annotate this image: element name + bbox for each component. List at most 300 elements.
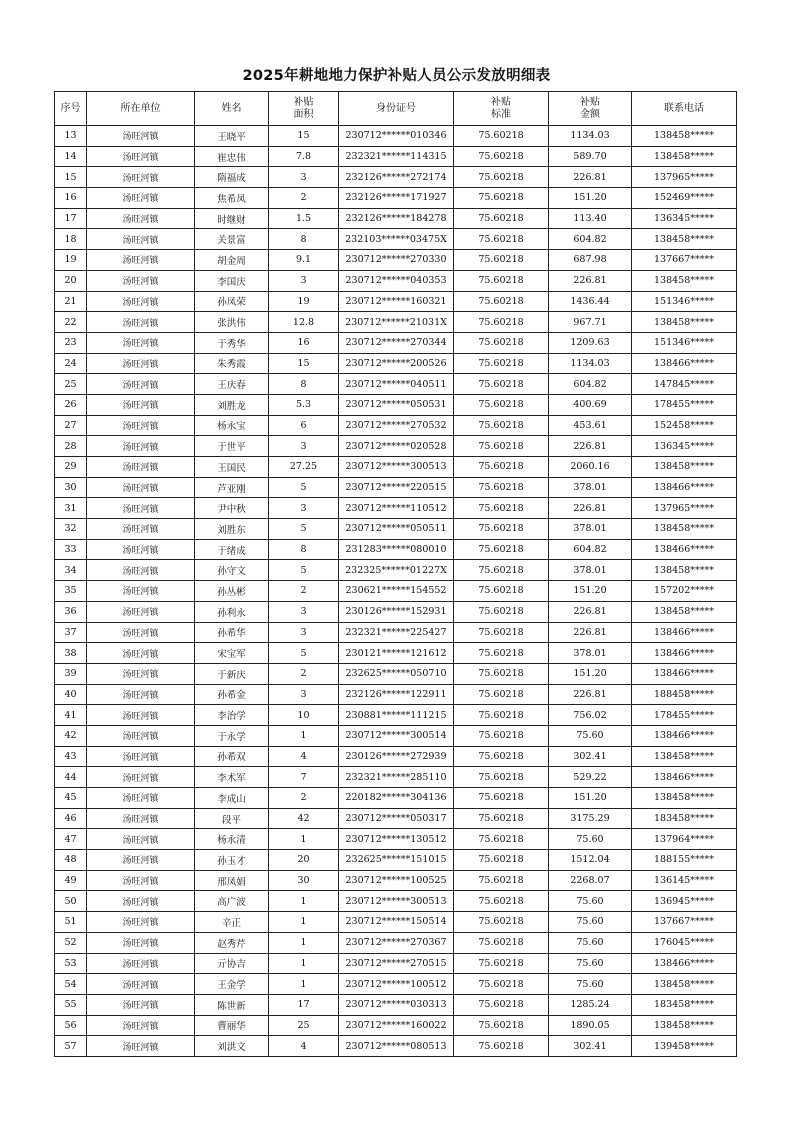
cell-unit: 汤旺河镇 <box>87 208 195 229</box>
cell-name: 刘胜东 <box>195 519 269 540</box>
cell-seq: 48 <box>55 850 87 871</box>
cell-area: 17 <box>269 994 339 1015</box>
table-row <box>55 415 737 436</box>
cell-standard: 75.60218 <box>454 250 549 271</box>
cell-amount: 151.20 <box>549 663 632 684</box>
cell-id: 232321******225427 <box>339 622 454 643</box>
cell-name: 李成山 <box>195 788 269 809</box>
cell-area: 15 <box>269 126 339 147</box>
cell-name: 杨永清 <box>195 829 269 850</box>
cell-standard: 75.60218 <box>454 725 549 746</box>
cell-amount: 378.01 <box>549 477 632 498</box>
cell-phone: 139458***** <box>632 1036 737 1057</box>
table-row <box>55 1036 737 1057</box>
cell-unit: 汤旺河镇 <box>87 374 195 395</box>
header-amount-line1: 补贴 <box>580 96 600 108</box>
cell-area: 1 <box>269 829 339 850</box>
cell-id: 232126******122911 <box>339 684 454 705</box>
cell-standard: 75.60218 <box>454 643 549 664</box>
cell-standard: 75.60218 <box>454 332 549 353</box>
cell-id: 230881******111215 <box>339 705 454 726</box>
cell-unit: 汤旺河镇 <box>87 539 195 560</box>
header-seq: 序号 <box>55 92 87 126</box>
cell-name: 亓协吉 <box>195 953 269 974</box>
cell-seq: 24 <box>55 353 87 374</box>
cell-seq: 47 <box>55 829 87 850</box>
cell-area: 2 <box>269 188 339 209</box>
cell-id: 230712******100512 <box>339 974 454 995</box>
cell-name: 王国民 <box>195 457 269 478</box>
cell-unit: 汤旺河镇 <box>87 974 195 995</box>
cell-phone: 138466***** <box>632 725 737 746</box>
cell-phone: 152458***** <box>632 415 737 436</box>
table-row <box>55 974 737 995</box>
cell-seq: 36 <box>55 601 87 622</box>
table-row <box>55 1015 737 1036</box>
cell-standard: 75.60218 <box>454 622 549 643</box>
cell-area: 8 <box>269 539 339 560</box>
cell-area: 1 <box>269 912 339 933</box>
cell-unit: 汤旺河镇 <box>87 684 195 705</box>
cell-phone: 136945***** <box>632 891 737 912</box>
cell-phone: 138458***** <box>632 560 737 581</box>
table-row <box>55 725 737 746</box>
cell-unit: 汤旺河镇 <box>87 601 195 622</box>
table-row <box>55 457 737 478</box>
cell-standard: 75.60218 <box>454 539 549 560</box>
cell-standard: 75.60218 <box>454 415 549 436</box>
cell-standard: 75.60218 <box>454 188 549 209</box>
cell-standard: 75.60218 <box>454 126 549 147</box>
cell-seq: 33 <box>55 539 87 560</box>
cell-name: 时继财 <box>195 208 269 229</box>
cell-amount: 378.01 <box>549 560 632 581</box>
cell-amount: 1285.24 <box>549 994 632 1015</box>
cell-unit: 汤旺河镇 <box>87 167 195 188</box>
table-row <box>55 374 737 395</box>
cell-standard: 75.60218 <box>454 1015 549 1036</box>
cell-id: 230712******010346 <box>339 126 454 147</box>
cell-amount: 604.82 <box>549 229 632 250</box>
cell-area: 3 <box>269 436 339 457</box>
cell-name: 曹丽华 <box>195 1015 269 1036</box>
table-row <box>55 581 737 602</box>
cell-area: 5 <box>269 477 339 498</box>
cell-amount: 226.81 <box>549 684 632 705</box>
header-area-line1: 补贴 <box>293 96 314 108</box>
cell-standard: 75.60218 <box>454 312 549 333</box>
cell-area: 15 <box>269 353 339 374</box>
table-row <box>55 332 737 353</box>
cell-standard: 75.60218 <box>454 829 549 850</box>
cell-seq: 37 <box>55 622 87 643</box>
cell-area: 7 <box>269 767 339 788</box>
cell-phone: 138466***** <box>632 663 737 684</box>
cell-id: 230621******154552 <box>339 581 454 602</box>
cell-standard: 75.60218 <box>454 560 549 581</box>
table-row <box>55 436 737 457</box>
cell-area: 30 <box>269 870 339 891</box>
cell-amount: 75.60 <box>549 953 632 974</box>
cell-standard: 75.60218 <box>454 663 549 684</box>
cell-id: 232625******050710 <box>339 663 454 684</box>
cell-unit: 汤旺河镇 <box>87 436 195 457</box>
cell-phone: 138458***** <box>632 312 737 333</box>
cell-name: 王庆春 <box>195 374 269 395</box>
cell-standard: 75.60218 <box>454 684 549 705</box>
cell-seq: 51 <box>55 912 87 933</box>
cell-name: 刘洪文 <box>195 1036 269 1057</box>
cell-seq: 35 <box>55 581 87 602</box>
cell-id: 232625******151015 <box>339 850 454 871</box>
cell-id: 230712******080513 <box>339 1036 454 1057</box>
cell-name: 孙希双 <box>195 746 269 767</box>
cell-amount: 113.40 <box>549 208 632 229</box>
table-row <box>55 146 737 167</box>
cell-seq: 34 <box>55 560 87 581</box>
cell-seq: 41 <box>55 705 87 726</box>
cell-seq: 56 <box>55 1015 87 1036</box>
cell-unit: 汤旺河镇 <box>87 746 195 767</box>
cell-unit: 汤旺河镇 <box>87 1015 195 1036</box>
cell-unit: 汤旺河镇 <box>87 332 195 353</box>
cell-name: 张洪伟 <box>195 312 269 333</box>
cell-id: 232321******285110 <box>339 767 454 788</box>
cell-standard: 75.60218 <box>454 229 549 250</box>
cell-amount: 604.82 <box>549 539 632 560</box>
table-row <box>55 705 737 726</box>
cell-amount: 378.01 <box>549 519 632 540</box>
table-row <box>55 994 737 1015</box>
cell-standard: 75.60218 <box>454 394 549 415</box>
table-row <box>55 601 737 622</box>
cell-phone: 138458***** <box>632 146 737 167</box>
cell-unit: 汤旺河镇 <box>87 622 195 643</box>
cell-amount: 529.22 <box>549 767 632 788</box>
cell-unit: 汤旺河镇 <box>87 788 195 809</box>
cell-unit: 汤旺河镇 <box>87 1036 195 1057</box>
cell-name: 杨永宝 <box>195 415 269 436</box>
table-row <box>55 684 737 705</box>
cell-amount: 756.02 <box>549 705 632 726</box>
cell-phone: 151346***** <box>632 332 737 353</box>
cell-id: 230712******160022 <box>339 1015 454 1036</box>
table-row <box>55 663 737 684</box>
cell-unit: 汤旺河镇 <box>87 291 195 312</box>
cell-seq: 19 <box>55 250 87 271</box>
cell-seq: 28 <box>55 436 87 457</box>
table-row <box>55 353 737 374</box>
cell-phone: 151346***** <box>632 291 737 312</box>
cell-amount: 302.41 <box>549 746 632 767</box>
cell-standard: 75.60218 <box>454 581 549 602</box>
cell-area: 1 <box>269 953 339 974</box>
header-area <box>269 92 339 126</box>
cell-id: 230712******300514 <box>339 725 454 746</box>
header-phone: 联系电话 <box>632 92 737 126</box>
cell-phone: 188155***** <box>632 850 737 871</box>
cell-seq: 32 <box>55 519 87 540</box>
cell-name: 于世平 <box>195 436 269 457</box>
cell-phone: 152469***** <box>632 188 737 209</box>
cell-amount: 2268.07 <box>549 870 632 891</box>
cell-phone: 138458***** <box>632 788 737 809</box>
cell-unit: 汤旺河镇 <box>87 581 195 602</box>
cell-id: 230712******020528 <box>339 436 454 457</box>
cell-id: 232325******01227X <box>339 560 454 581</box>
cell-seq: 13 <box>55 126 87 147</box>
cell-phone: 137965***** <box>632 498 737 519</box>
cell-seq: 21 <box>55 291 87 312</box>
cell-seq: 25 <box>55 374 87 395</box>
cell-area: 2 <box>269 788 339 809</box>
cell-unit: 汤旺河镇 <box>87 229 195 250</box>
table-row <box>55 270 737 291</box>
cell-id: 230126******152931 <box>339 601 454 622</box>
header-name: 姓名 <box>195 92 269 126</box>
cell-area: 4 <box>269 746 339 767</box>
cell-standard: 75.60218 <box>454 519 549 540</box>
cell-area: 5 <box>269 519 339 540</box>
table-row <box>55 891 737 912</box>
cell-unit: 汤旺河镇 <box>87 663 195 684</box>
cell-area: 3 <box>269 167 339 188</box>
cell-phone: 138466***** <box>632 353 737 374</box>
cell-id: 230712******110512 <box>339 498 454 519</box>
cell-standard: 75.60218 <box>454 270 549 291</box>
cell-phone: 138466***** <box>632 643 737 664</box>
table-header-row <box>55 92 737 126</box>
cell-id: 230712******150514 <box>339 912 454 933</box>
cell-standard: 75.60218 <box>454 932 549 953</box>
header-standard-line2: 标准 <box>491 108 511 120</box>
cell-amount: 400.69 <box>549 394 632 415</box>
cell-unit: 汤旺河镇 <box>87 477 195 498</box>
header-unit: 所在单位 <box>87 92 195 126</box>
cell-unit: 汤旺河镇 <box>87 953 195 974</box>
cell-name: 王金学 <box>195 974 269 995</box>
cell-amount: 75.60 <box>549 974 632 995</box>
cell-unit: 汤旺河镇 <box>87 270 195 291</box>
cell-standard: 75.60218 <box>454 953 549 974</box>
cell-phone: 138458***** <box>632 1015 737 1036</box>
cell-amount: 151.20 <box>549 581 632 602</box>
cell-area: 3 <box>269 601 339 622</box>
cell-standard: 75.60218 <box>454 601 549 622</box>
cell-seq: 57 <box>55 1036 87 1057</box>
header-amount <box>549 92 632 126</box>
cell-phone: 178455***** <box>632 705 737 726</box>
cell-amount: 453.61 <box>549 415 632 436</box>
table-row <box>55 560 737 581</box>
cell-unit: 汤旺河镇 <box>87 767 195 788</box>
cell-id: 230712******270367 <box>339 932 454 953</box>
cell-name: 朱秀霞 <box>195 353 269 374</box>
cell-standard: 75.60218 <box>454 746 549 767</box>
table-row <box>55 912 737 933</box>
cell-seq: 23 <box>55 332 87 353</box>
cell-area: 5.3 <box>269 394 339 415</box>
cell-seq: 16 <box>55 188 87 209</box>
cell-phone: 136145***** <box>632 870 737 891</box>
cell-name: 赵秀芹 <box>195 932 269 953</box>
cell-id: 230712******040353 <box>339 270 454 291</box>
cell-name: 孙凤荣 <box>195 291 269 312</box>
cell-phone: 138466***** <box>632 767 737 788</box>
cell-name: 王晓平 <box>195 126 269 147</box>
cell-amount: 1890.05 <box>549 1015 632 1036</box>
cell-phone: 138458***** <box>632 126 737 147</box>
cell-area: 1.5 <box>269 208 339 229</box>
cell-unit: 汤旺河镇 <box>87 829 195 850</box>
cell-id: 230712******270330 <box>339 250 454 271</box>
cell-seq: 17 <box>55 208 87 229</box>
table-row <box>55 808 737 829</box>
cell-id: 230712******050531 <box>339 394 454 415</box>
cell-amount: 75.60 <box>549 829 632 850</box>
cell-seq: 53 <box>55 953 87 974</box>
cell-phone: 178455***** <box>632 394 737 415</box>
cell-area: 25 <box>269 1015 339 1036</box>
cell-area: 8 <box>269 229 339 250</box>
header-id: 身份证号 <box>339 92 454 126</box>
cell-area: 19 <box>269 291 339 312</box>
cell-phone: 138466***** <box>632 539 737 560</box>
cell-area: 1 <box>269 932 339 953</box>
cell-standard: 75.60218 <box>454 167 549 188</box>
cell-id: 232103******03475X <box>339 229 454 250</box>
cell-name: 于绪成 <box>195 539 269 560</box>
cell-unit: 汤旺河镇 <box>87 725 195 746</box>
cell-phone: 137667***** <box>632 912 737 933</box>
cell-standard: 75.60218 <box>454 146 549 167</box>
cell-name: 隋福成 <box>195 167 269 188</box>
cell-name: 于永学 <box>195 725 269 746</box>
cell-phone: 138458***** <box>632 457 737 478</box>
cell-amount: 1134.03 <box>549 353 632 374</box>
cell-area: 3 <box>269 498 339 519</box>
cell-phone: 147845***** <box>632 374 737 395</box>
cell-unit: 汤旺河镇 <box>87 560 195 581</box>
cell-amount: 302.41 <box>549 1036 632 1057</box>
cell-unit: 汤旺河镇 <box>87 932 195 953</box>
cell-standard: 75.60218 <box>454 436 549 457</box>
cell-name: 关景富 <box>195 229 269 250</box>
cell-id: 230712******030313 <box>339 994 454 1015</box>
table-row <box>55 932 737 953</box>
cell-unit: 汤旺河镇 <box>87 394 195 415</box>
cell-name: 刘胜龙 <box>195 394 269 415</box>
table-row <box>55 622 737 643</box>
cell-standard: 75.60218 <box>454 477 549 498</box>
table-row <box>55 312 737 333</box>
cell-amount: 75.60 <box>549 891 632 912</box>
cell-id: 232126******171927 <box>339 188 454 209</box>
cell-seq: 52 <box>55 932 87 953</box>
cell-id: 230712******270532 <box>339 415 454 436</box>
cell-unit: 汤旺河镇 <box>87 891 195 912</box>
cell-phone: 136345***** <box>632 208 737 229</box>
cell-standard: 75.60218 <box>454 850 549 871</box>
cell-unit: 汤旺河镇 <box>87 705 195 726</box>
cell-seq: 45 <box>55 788 87 809</box>
cell-seq: 46 <box>55 808 87 829</box>
cell-seq: 31 <box>55 498 87 519</box>
cell-area: 2 <box>269 663 339 684</box>
cell-id: 230712******300513 <box>339 457 454 478</box>
table-row <box>55 767 737 788</box>
table-row <box>55 291 737 312</box>
cell-amount: 226.81 <box>549 601 632 622</box>
cell-name: 于新庆 <box>195 663 269 684</box>
cell-seq: 18 <box>55 229 87 250</box>
cell-id: 230712******050511 <box>339 519 454 540</box>
cell-amount: 75.60 <box>549 725 632 746</box>
cell-id: 230712******200526 <box>339 353 454 374</box>
page-title: 2025年耕地地力保护补贴人员公示发放明细表 <box>242 68 551 84</box>
cell-amount: 226.81 <box>549 436 632 457</box>
cell-name: 李治学 <box>195 705 269 726</box>
table-row <box>55 477 737 498</box>
table-row <box>55 394 737 415</box>
cell-area: 6 <box>269 415 339 436</box>
cell-unit: 汤旺河镇 <box>87 498 195 519</box>
cell-area: 16 <box>269 332 339 353</box>
cell-standard: 75.60218 <box>454 974 549 995</box>
subsidy-table <box>54 91 737 1057</box>
cell-amount: 151.20 <box>549 188 632 209</box>
cell-name: 孙利永 <box>195 601 269 622</box>
cell-phone: 183458***** <box>632 808 737 829</box>
cell-seq: 44 <box>55 767 87 788</box>
cell-id: 230712******300513 <box>339 891 454 912</box>
cell-unit: 汤旺河镇 <box>87 994 195 1015</box>
cell-standard: 75.60218 <box>454 870 549 891</box>
cell-name: 孙丛彬 <box>195 581 269 602</box>
cell-unit: 汤旺河镇 <box>87 457 195 478</box>
cell-standard: 75.60218 <box>454 912 549 933</box>
table-row <box>55 519 737 540</box>
table-row <box>55 250 737 271</box>
cell-area: 10 <box>269 705 339 726</box>
cell-phone: 157202***** <box>632 581 737 602</box>
header-standard <box>454 92 549 126</box>
cell-phone: 136345***** <box>632 436 737 457</box>
cell-unit: 汤旺河镇 <box>87 519 195 540</box>
cell-id: 230121******121612 <box>339 643 454 664</box>
cell-seq: 27 <box>55 415 87 436</box>
cell-name: 于秀华 <box>195 332 269 353</box>
cell-phone: 138466***** <box>632 477 737 498</box>
cell-name: 尹中秋 <box>195 498 269 519</box>
cell-name: 陈世新 <box>195 994 269 1015</box>
cell-standard: 75.60218 <box>454 208 549 229</box>
table-row <box>55 870 737 891</box>
cell-phone: 138458***** <box>632 601 737 622</box>
cell-unit: 汤旺河镇 <box>87 146 195 167</box>
cell-amount: 226.81 <box>549 622 632 643</box>
cell-amount: 226.81 <box>549 167 632 188</box>
cell-id: 231283******080010 <box>339 539 454 560</box>
cell-seq: 20 <box>55 270 87 291</box>
cell-id: 230712******050317 <box>339 808 454 829</box>
cell-seq: 30 <box>55 477 87 498</box>
cell-amount: 226.81 <box>549 270 632 291</box>
table-row <box>55 167 737 188</box>
header-amount-line2: 金额 <box>580 108 600 120</box>
cell-amount: 1512.04 <box>549 850 632 871</box>
header-standard-line1: 补贴 <box>491 96 511 108</box>
